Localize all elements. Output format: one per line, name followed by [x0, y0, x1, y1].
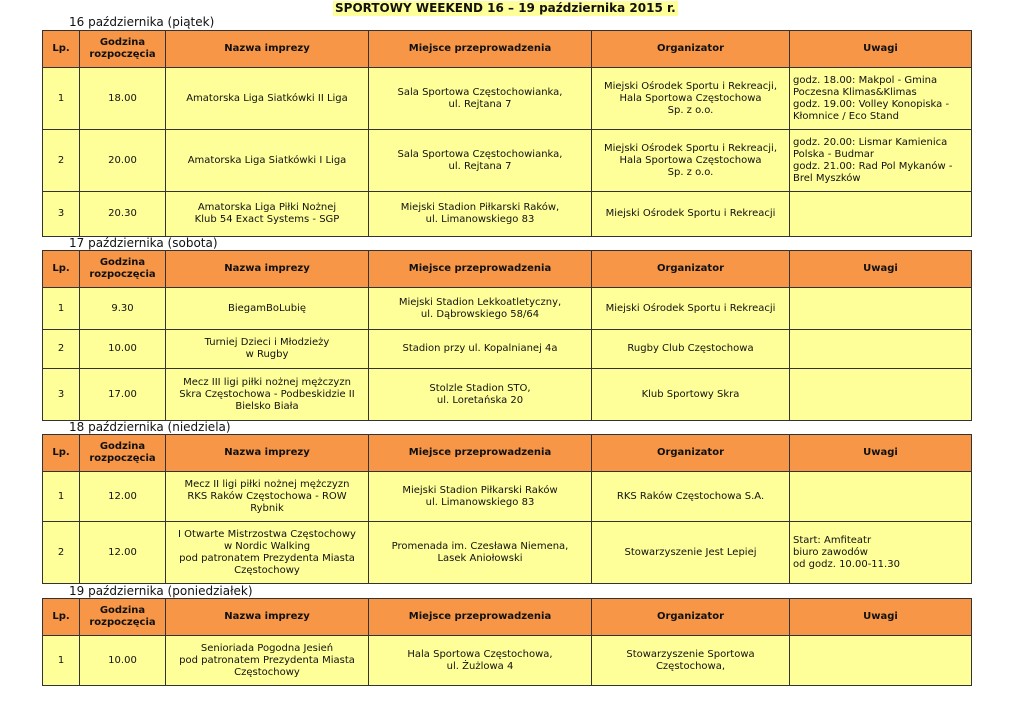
cell-line: ul. Dąbrowskiego 58/64	[420, 308, 540, 320]
cell-line: Amatorska Liga Piłki Nożnej	[197, 202, 337, 213]
event-name-cell	[166, 522, 369, 584]
cell-line: ul. Rejtana 7	[448, 160, 512, 172]
event-name-cell	[166, 288, 369, 330]
cell-line: Godzina	[99, 257, 146, 268]
cell-line: od godz. 10.00-11.30	[793, 558, 900, 570]
table-row	[43, 522, 972, 584]
cell-line: Miejski Ośrodek Sportu i Rekreacji	[605, 208, 776, 219]
column-header: Organizator	[592, 435, 790, 472]
column-header: Uwagi	[790, 599, 972, 636]
column-header: Lp.	[43, 31, 80, 68]
notes-cell	[790, 472, 972, 522]
cell-line: Rugby Club Częstochowa	[627, 343, 754, 354]
column-header: Nazwa imprezy	[166, 251, 369, 288]
column-header: Uwagi	[790, 31, 972, 68]
cell-line: Hala Sportowa Częstochowa,	[407, 648, 553, 660]
cell-line: Polska - Budmar	[793, 148, 875, 160]
lp-cell: 1	[43, 636, 80, 686]
lp-cell: 2	[43, 330, 80, 369]
lp-cell: 2	[43, 522, 80, 584]
cell-line: BiegamBoLubię	[228, 302, 306, 314]
cell-line: Klub Sportowy Skra	[641, 388, 740, 400]
column-header: Lp.	[43, 599, 80, 636]
time-cell: 10.00	[80, 330, 166, 369]
cell-line: Godzina	[99, 441, 146, 452]
cell-line: biuro zawodów	[793, 546, 868, 558]
venue-cell	[369, 636, 592, 686]
cell-line: RKS Raków Częstochowa S.A.	[616, 490, 765, 502]
cell-line: godz. 21.00: Rad Pol Mykanów -	[793, 160, 953, 172]
organizer-cell	[592, 130, 790, 192]
cell-line: pod patronatem Prezydenta Miasta	[179, 552, 355, 564]
day-heading: 19 października (poniedziałek)	[69, 584, 253, 598]
column-header: Organizator	[592, 251, 790, 288]
lp-cell: 1	[43, 288, 80, 330]
page-title: SPORTOWY WEEKEND 16 – 19 października 2015 r.	[335, 1, 676, 15]
venue-cell	[369, 522, 592, 584]
cell-line: Stolzle Stadion STO,	[429, 382, 531, 394]
cell-line: godz. 20.00: Lismar Kamienica	[793, 136, 948, 148]
cell-line: Bielsko Biała	[235, 400, 299, 412]
notes-cell	[790, 68, 972, 130]
table-row	[43, 330, 972, 369]
time-cell: 9.30	[80, 288, 166, 330]
column-header: Miejsce przeprowadzenia	[369, 251, 592, 288]
cell-line: ul. Żużlowa 4	[446, 660, 514, 672]
cell-line: rozpoczęcia	[89, 453, 156, 464]
venue-cell	[369, 369, 592, 421]
column-header: Lp.	[43, 251, 80, 288]
schedule-table	[42, 434, 972, 584]
cell-line: Godzina	[99, 605, 146, 616]
column-header: Nazwa imprezy	[166, 435, 369, 472]
cell-line: Rybnik	[250, 502, 284, 514]
event-name-cell	[166, 636, 369, 686]
column-header: Organizator	[592, 31, 790, 68]
notes-cell	[790, 636, 972, 686]
cell-line: godz. 19.00: Volley Konopiska -	[793, 98, 950, 110]
notes-cell	[790, 130, 972, 192]
cell-line: RKS Raków Częstochowa - ROW	[187, 490, 347, 502]
table-row	[43, 130, 972, 192]
cell-line: w Rugby	[245, 349, 289, 360]
venue-cell	[369, 68, 592, 130]
notes-cell	[790, 288, 972, 330]
column-header: Uwagi	[790, 251, 972, 288]
cell-line: Godzina	[99, 37, 146, 48]
organizer-cell	[592, 636, 790, 686]
cell-line: Miejski Stadion Piłkarski Raków,	[400, 202, 560, 213]
event-name-cell	[166, 130, 369, 192]
schedule-table	[42, 250, 972, 421]
table-row	[43, 369, 972, 421]
cell-line: Hala Sportowa Częstochowa	[619, 154, 762, 166]
header-row	[43, 251, 972, 288]
cell-line: rozpoczęcia	[89, 49, 156, 60]
cell-line: Częstochowa,	[655, 660, 726, 672]
cell-line: w Nordic Walking	[223, 540, 311, 552]
cell-line: Sala Sportowa Częstochowianka,	[397, 148, 563, 160]
column-header: Miejsce przeprowadzenia	[369, 31, 592, 68]
cell-line: Sp. z o.o.	[667, 104, 714, 116]
column-header: Lp.	[43, 435, 80, 472]
notes-cell	[790, 369, 972, 421]
event-name-cell	[166, 330, 369, 369]
column-header: Uwagi	[790, 435, 972, 472]
cell-line: ul. Limanowskiego 83	[425, 214, 535, 225]
column-header	[80, 251, 166, 288]
time-cell: 10.00	[80, 636, 166, 686]
cell-line: Miejski Ośrodek Sportu i Rekreacji,	[603, 80, 778, 92]
lp-cell: 1	[43, 68, 80, 130]
cell-line: rozpoczęcia	[89, 617, 156, 628]
venue-cell	[369, 288, 592, 330]
lp-cell: 3	[43, 369, 80, 421]
column-header: Miejsce przeprowadzenia	[369, 599, 592, 636]
cell-line: Skra Częstochowa - Podbeskidzie II	[179, 388, 355, 400]
time-cell: 12.00	[80, 522, 166, 584]
time-cell: 20.00	[80, 130, 166, 192]
header-row	[43, 435, 972, 472]
cell-line: ul. Loretańska 20	[436, 394, 524, 406]
organizer-cell	[592, 288, 790, 330]
header-row	[43, 599, 972, 636]
cell-line: Brel Myszków	[793, 172, 861, 184]
cell-line: Sala Sportowa Częstochowianka,	[397, 86, 563, 98]
cell-line: ul. Limanowskiego 83	[425, 496, 535, 508]
lp-cell: 1	[43, 472, 80, 522]
organizer-cell	[592, 192, 790, 237]
cell-line: Poczesna Klimas&Klimas	[793, 86, 917, 98]
lp-cell: 2	[43, 130, 80, 192]
day-heading: 17 października (sobota)	[69, 236, 218, 250]
cell-line: Stowarzyszenie Jest Lepiej	[624, 546, 757, 558]
day-heading: 18 października (niedziela)	[69, 420, 231, 434]
cell-line: Lasek Aniołowski	[437, 552, 523, 564]
cell-line: Amatorska Liga Siatkówki II Liga	[186, 92, 348, 104]
cell-line: Hala Sportowa Częstochowa	[619, 92, 762, 104]
cell-line: godz. 18.00: Makpol - Gmina	[793, 74, 938, 86]
table-row	[43, 472, 972, 522]
cell-line: I Otwarte Mistrzostwa Częstochowy	[178, 528, 356, 540]
cell-line: Promenada im. Czesława Niemena,	[391, 540, 569, 552]
venue-cell	[369, 192, 592, 237]
table-row	[43, 636, 972, 686]
table-row	[43, 68, 972, 130]
cell-line: rozpoczęcia	[89, 269, 156, 280]
cell-line: Miejski Ośrodek Sportu i Rekreacji	[605, 302, 776, 314]
event-name-cell	[166, 68, 369, 130]
schedule-table	[42, 30, 972, 237]
lp-cell: 3	[43, 192, 80, 237]
schedule-table	[42, 598, 972, 686]
cell-line: Stowarzyszenie Sportowa	[626, 648, 755, 660]
column-header: Miejsce przeprowadzenia	[369, 435, 592, 472]
cell-line: Kłomnice / Eco Stand	[793, 110, 899, 122]
time-cell: 12.00	[80, 472, 166, 522]
cell-line: Start: Amfiteatr	[793, 534, 872, 546]
cell-line: Miejski Stadion Piłkarski Raków	[402, 484, 558, 496]
venue-cell	[369, 330, 592, 369]
cell-line: ul. Rejtana 7	[448, 98, 512, 110]
organizer-cell	[592, 68, 790, 130]
venue-cell	[369, 130, 592, 192]
column-header: Nazwa imprezy	[166, 599, 369, 636]
cell-line: Częstochowy	[234, 564, 300, 576]
column-header: Nazwa imprezy	[166, 31, 369, 68]
cell-line: Turniej Dzieci i Młodzieży	[204, 337, 330, 348]
table-row	[43, 288, 972, 330]
organizer-cell	[592, 522, 790, 584]
venue-cell	[369, 472, 592, 522]
day-heading: 16 października (piątek)	[69, 15, 215, 29]
time-cell: 18.00	[80, 68, 166, 130]
event-name-cell	[166, 472, 369, 522]
cell-line: Senioriada Pogodna Jesień	[200, 642, 334, 654]
event-name-cell	[166, 369, 369, 421]
organizer-cell	[592, 330, 790, 369]
column-header	[80, 599, 166, 636]
cell-line: Mecz III ligi piłki nożnej mężczyzn	[183, 376, 351, 388]
cell-line: Klub 54 Exact Systems - SGP	[194, 214, 340, 225]
cell-line: Miejski Ośrodek Sportu i Rekreacji,	[603, 142, 778, 154]
header-row	[43, 31, 972, 68]
column-header: Organizator	[592, 599, 790, 636]
organizer-cell	[592, 369, 790, 421]
cell-line: Mecz II ligi piłki nożnej mężczyzn	[184, 478, 350, 490]
event-name-cell	[166, 192, 369, 237]
column-header	[80, 435, 166, 472]
cell-line: Amatorska Liga Siatkówki I Liga	[187, 154, 347, 166]
cell-line: Stadion przy ul. Kopalnianej 4a	[402, 343, 558, 354]
cell-line: pod patronatem Prezydenta Miasta	[179, 654, 355, 666]
time-cell: 17.00	[80, 369, 166, 421]
table-row	[43, 192, 972, 237]
notes-cell	[790, 330, 972, 369]
notes-cell	[790, 522, 972, 584]
cell-line: Częstochowy	[234, 666, 300, 678]
cell-line: Sp. z o.o.	[667, 166, 714, 178]
time-cell: 20.30	[80, 192, 166, 237]
notes-cell	[790, 192, 972, 237]
organizer-cell	[592, 472, 790, 522]
cell-line: Miejski Stadion Lekkoatletyczny,	[398, 296, 562, 308]
column-header	[80, 31, 166, 68]
